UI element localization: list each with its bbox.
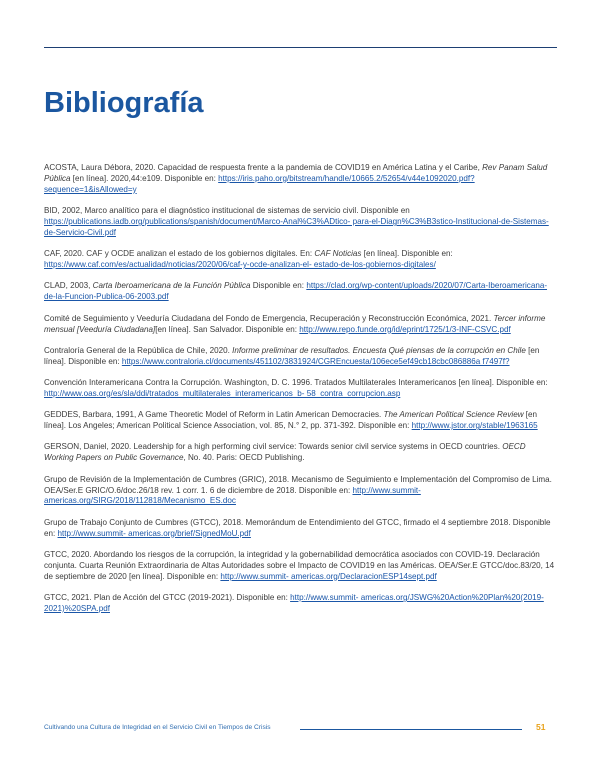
reference-title: The American Political Science Review (383, 410, 524, 420)
reference-text: Grupo de Revisión de la Implementación de Cumbres (GRIC), 2018. Mecanismo de Seguimiento e Implementación del Compromiso de Lima. OEA/Ser.E GRIC/O.6/doc.26/18 rev. 1 corr. 1. 6 de diciembre de 2018. Disponible en: (44, 474, 552, 495)
reference-link[interactable]: http://www.summit- americas.org/DeclaracionESP14sept.pdf (220, 571, 437, 581)
reference-text: Disponible en: (250, 281, 307, 291)
bibliography-entry (44, 475, 556, 508)
bibliography-list (44, 163, 556, 625)
reference-title: OECD Working Papers on Public Governance (44, 442, 526, 463)
reference-text: GERSON, Daniel, 2020. Leadership for a high performing civil service: Towards senior civil service systems in OECD countries. (44, 442, 503, 452)
reference-link[interactable]: http://www.repo.funde.org/id/eprint/1725/1/3-INF-CSVC.pdf (299, 324, 511, 334)
bibliography-entry (44, 314, 556, 336)
footer-divider (300, 729, 522, 730)
top-divider (44, 47, 557, 48)
reference-text: BID, 2002, Marco analítico para el diagnóstico institucional de sistemas de servicio civil. Disponible en (44, 206, 410, 216)
bibliography-entry (44, 378, 556, 400)
reference-text: GEDDES, Barbara, 1991, A Game Theoretic Model of Reform in Latin American Democracies. (44, 410, 384, 420)
bibliography-entry (44, 206, 556, 239)
reference-title: Informe preliminar de resultados. Encuesta Qué piensas de la corrupción en Chile (232, 345, 526, 355)
bibliography-entry (44, 281, 556, 303)
bibliography-entry (44, 593, 556, 615)
page-title: Bibliografía (44, 87, 204, 119)
reference-title: CAF Noticias (314, 249, 362, 259)
reference-text: ACOSTA, Laura Débora, 2020. Capacidad de respuesta frente a la pandemia de COVID19 en América Latina y el Caribe, (44, 163, 483, 172)
bibliography-entry (44, 163, 556, 196)
reference-text: [en línea]. 2020,44:e109. Disponible en: (70, 173, 219, 183)
reference-link[interactable]: http://www.jstor.org/stable/1963165 (411, 421, 538, 431)
footer-caption: Cultivando una Cultura de Integridad en el Servicio Civil en Tiempos de Crisis (44, 724, 271, 731)
reference-text: GTCC, 2021. Plan de Acción del GTCC (2019-2021). Disponible en: (44, 593, 291, 603)
reference-link[interactable]: https://iris.paho.org/bitstream/handle/10665.2/52654/v44e1092020.pdf?sequence=1&isAllowed=y (44, 173, 475, 194)
reference-link[interactable]: https://publications.iadb.org/publications/spanish/document/Marco-Anal%C3%ADtico- para-el-Diagn%C3%B3stico-Institucional-de-Sistemas-de-Servicio-Civil.pdf (44, 217, 549, 237)
reference-text: Convención Interamericana Contra la Corrupción. Washington, D. C. 1996. Tratados Multilaterales Interamericanos [en línea]. Disponible en: (44, 378, 548, 388)
reference-title: Carta Iberoamericana de la Función Pública (92, 281, 251, 291)
bibliography-entry (44, 442, 556, 464)
reference-link[interactable]: https://clad.org/wp-content/uploads/2020/07/Carta-Iberoamericana-de-la-Funcion-Publica-06-2003.pdf (44, 281, 548, 302)
reference-text: GTCC, 2020. Abordando los riesgos de la corrupción, la integridad y la gobernabilidad democrática asociados con COVID-19. Declaración conjunta. Cuarta Reunión Extraordinaria de Altas Autoridades sobre el Impacto de COVID19 en las Américas. OEA/Ser.E GTCC/doc.83/20, 14 de septiembre de 2020 [en línea]. Disponible en: (44, 549, 555, 581)
reference-title: Rev Panam Salud Pública (44, 163, 548, 183)
bibliography-entry (44, 346, 556, 368)
reference-text: CLAD, 2003, (44, 281, 93, 291)
reference-link[interactable]: https://www.caf.com/es/actualidad/noticias/2020/06/caf-y-ocde-analizan-el- estado-de-los-gobiernos-digitales/ (44, 260, 436, 270)
reference-text: [en línea]. Los Angeles; American Political Science Association, vol. 85, N.° 2, pp. 371-392. Disponible en: (44, 410, 538, 431)
reference-title: Tercer informe mensual [Veeduría Ciudadana] (44, 313, 546, 334)
reference-text: [en línea]. Disponible en: (44, 345, 540, 366)
reference-link[interactable]: http://www.summit- americas.org/brief/SignedMoU.pdf (57, 528, 251, 538)
reference-text: CAF, 2020. CAF y OCDE analizan el estado de los gobiernos digitales. En: (44, 249, 315, 259)
reference-text: Grupo de Trabajo Conjunto de Cumbres (GTCC), 2018. Memorándum de Entendimiento del GTCC, firmado el 4 septiembre 2018. Disponible en: (44, 517, 551, 538)
reference-text: Contraloría General de la República de Chile, 2020. (44, 345, 233, 355)
reference-text: [en línea]. San Salvador. Disponible en: (155, 324, 300, 334)
reference-link[interactable]: http://www.summit- americas.org/SIRG/2018/112818/Mecanismo_ES.doc (44, 485, 421, 506)
page-number: 51 (536, 722, 546, 732)
reference-text: [en línea]. Disponible en: (361, 249, 453, 259)
reference-link[interactable]: http://www.summit- americas.org/JSWG%20Action%20Plan%20(2019-2021)%20SPA.pdf (44, 593, 544, 613)
reference-text: Comité de Seguimiento y Veeduría Ciudadana del Fondo de Emergencia, Recuperación y Reconstrucción Económica, 2021. (44, 313, 494, 323)
reference-link[interactable]: http://www.oas.org/es/sla/ddi/tratados_multilaterales_interamericanos_b- 58_contra_corrupcion.asp (44, 388, 401, 398)
bibliography-entry (44, 410, 556, 432)
reference-link[interactable]: https://www.contraloria.cl/documents/451102/3831924/CGREncuesta/106ece5ef49cb18cbc086886a f7497f? (121, 356, 510, 366)
reference-text: , No. 40. Paris: OECD Publishing. (183, 453, 305, 463)
bibliography-entry (44, 550, 556, 583)
bibliography-entry (44, 518, 556, 540)
bibliography-entry (44, 249, 556, 271)
